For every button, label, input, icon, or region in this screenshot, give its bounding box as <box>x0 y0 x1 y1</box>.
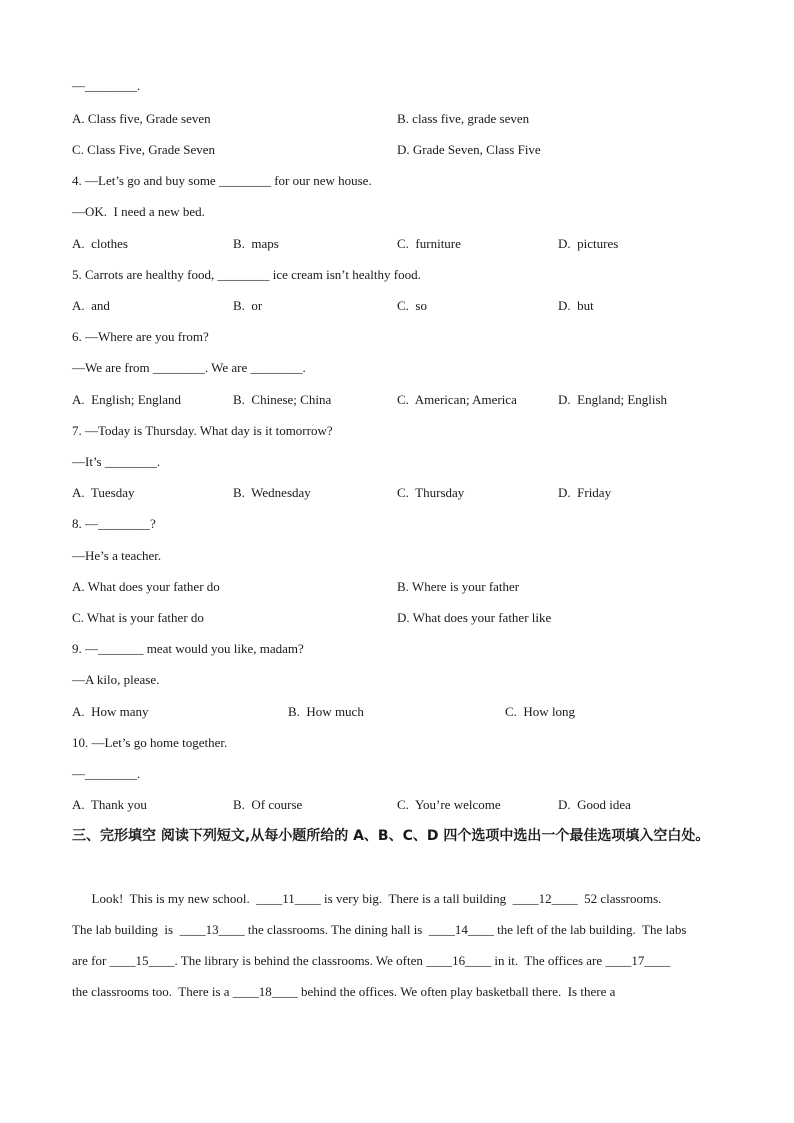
option-a: A. What does your father do <box>72 579 220 594</box>
question-5: 5. Carrots are healthy food, ________ ice cream isn’t healthy food. <box>72 267 421 282</box>
option-b: B. class five, grade seven <box>397 111 530 126</box>
option-d: D. Friday <box>558 485 612 500</box>
option-d: D. but <box>558 298 594 313</box>
question-4-reply: —OK. I need a new bed. <box>72 204 205 219</box>
option-d: D. Grade Seven, Class Five <box>397 142 541 157</box>
option-c: C. You’re welcome <box>397 797 501 812</box>
option-b: B. Where is your father <box>397 579 520 594</box>
passage-line: The lab building is ____13____ the classrooms. The dining hall is ____14____ the left of the lab building. The labs <box>72 922 687 937</box>
option-c: C. How long <box>505 704 576 719</box>
option-c: C. Class Five, Grade Seven <box>72 142 215 157</box>
question-10: 10. —Let’s go home together. <box>72 735 228 750</box>
question-10-reply: —________. <box>72 766 141 781</box>
passage-line: are for ____15____. The library is behind the classrooms. We often ____16____ in it. The offices are ____17____ <box>72 953 671 968</box>
question-7: 7. —Today is Thursday. What day is it tomorrow? <box>72 423 333 438</box>
option-c: C. What is your father do <box>72 610 204 625</box>
answer-line: —________. <box>72 78 141 93</box>
question-6-reply: —We are from ________. We are ________. <box>72 360 306 375</box>
question-8-reply: —He’s a teacher. <box>72 548 162 563</box>
question-9-reply: —A kilo, please. <box>72 672 160 687</box>
question-9: 9. —_______ meat would you like, madam? <box>72 641 304 656</box>
passage-line: Look! This is my new school. ____11____ is very big. There is a tall building ____12____ 52 classrooms. <box>72 891 662 906</box>
option-c: C. Thursday <box>397 485 465 500</box>
option-d: D. England; English <box>558 392 668 407</box>
option-a: A. clothes <box>72 236 128 251</box>
option-c: C. American; America <box>397 392 517 407</box>
option-b: B. Wednesday <box>233 485 311 500</box>
option-d: D. What does your father like <box>397 610 552 625</box>
option-c: C. so <box>397 298 427 313</box>
option-a: A. Tuesday <box>72 485 135 500</box>
option-b: B. How much <box>288 704 364 719</box>
option-b: B. or <box>233 298 263 313</box>
option-b: B. Chinese; China <box>233 392 332 407</box>
option-a: A. English; England <box>72 392 182 407</box>
option-c: C. furniture <box>397 236 461 251</box>
section-heading: 三、完形填空 阅读下列短文,从每小题所给的 A、B、C、D 四个选项中选出一个最佳选项填入空白处。 <box>72 828 710 844</box>
question-7-reply: —It’s ________. <box>72 454 161 469</box>
question-4: 4. —Let’s go and buy some ________ for our new house. <box>72 173 372 188</box>
passage-line: the classrooms too. There is a ____18____ behind the offices. We often play basketball there. Is there a <box>72 984 616 999</box>
option-a: A. Class five, Grade seven <box>72 111 211 126</box>
option-d: D. Good idea <box>558 797 631 812</box>
option-a: A. Thank you <box>72 797 147 812</box>
option-a: A. and <box>72 298 110 313</box>
option-b: B. maps <box>233 236 279 251</box>
question-8: 8. —________? <box>72 516 156 531</box>
option-a: A. How many <box>72 704 149 719</box>
option-b: B. Of course <box>233 797 303 812</box>
question-6: 6. —Where are you from? <box>72 329 209 344</box>
option-d: D. pictures <box>558 236 619 251</box>
